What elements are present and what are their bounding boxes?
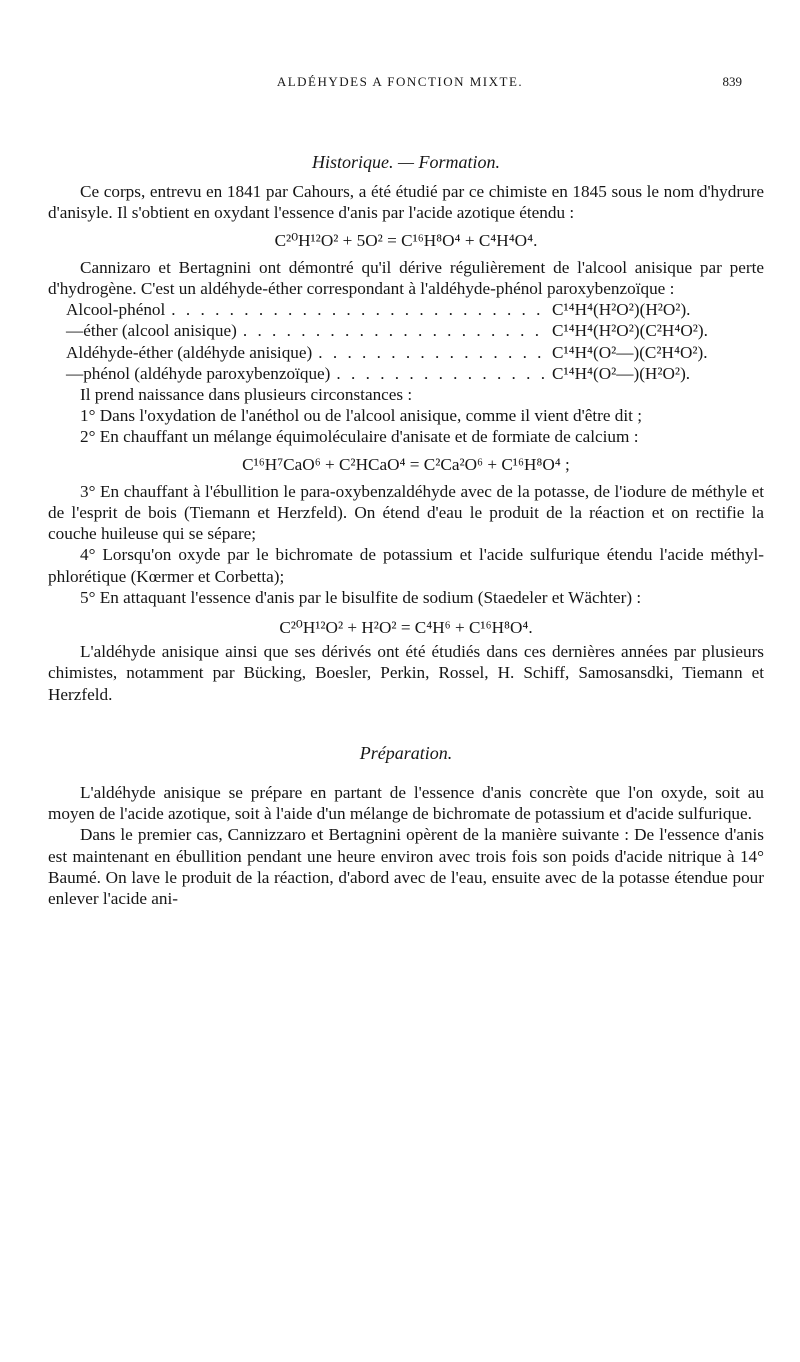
- formula-list-row: [66, 320, 764, 341]
- paragraph: L'aldéhyde anisique ainsi que ses dérivés ont été étudiés dans ces dernières années par plusieurs chimistes, notamment par Bücking, Boesler, Perkin, Rossel, H. Schiff, Samosansdki, Tiemann et Herzfeld.: [48, 642, 764, 704]
- equation: C¹⁶H⁷CaO⁶ + C²HCaO⁴ = C²Ca²O⁶ + C¹⁶H⁸O⁴ ;: [242, 454, 570, 474]
- equation: C²⁰H¹²O² + H²O² = C⁴H⁶ + C¹⁶H⁸O⁴.: [279, 618, 533, 638]
- paragraph: 4° Lorsqu'on oxyde par le bichromate de potassium et l'acide sulfurique étendu l'acide méthyl-phlorétique (Kœrmer et Corbetta);: [48, 545, 764, 586]
- paragraph: Dans le premier cas, Cannizzaro et Bertagnini opèrent de la manière suivante : De l'essence d'anis est maintenant en ébullition pendant une heure environ avec trois fois son poids d'acide nitrique à 14° Baumé. On lave le produit de la réaction, d'abord avec de l'eau, ensuite avec de la potasse étendue pour enlever l'acide ani-: [48, 825, 764, 909]
- formula-list-label: éther (alcool anisique): [83, 321, 237, 341]
- formula-list-row: [66, 342, 764, 363]
- formula-list-row: [66, 363, 764, 384]
- ditto-dash: —: [66, 321, 84, 341]
- paragraph: 2° En chauffant un mélange équimoléculaire d'anisate et de formiate de calcium :: [80, 427, 639, 447]
- formula-list-label: Aldéhyde-éther (aldéhyde anisique): [66, 342, 313, 362]
- paragraph: 3° En chauffant à l'ébullition le para-oxybenzaldéhyde avec de la potasse, de l'iodure de méthyle et de l'esprit de bois (Tiemann et Herzfeld). On étend d'eau le produit de la réaction et on rectifie la couche huileuse qui se sépare;: [48, 481, 764, 544]
- paragraph: Ce corps, entrevu en 1841 par Cahours, a été étudié par ce chimiste en 1845 sous le nom d'hydrure d'anisyle. Il s'obtient en oxydant l'essence d'anis par l'acide azotique étendu :: [48, 182, 764, 223]
- formula-list-formula: C¹⁴H⁴(H²O²)(H²O²).: [552, 300, 691, 320]
- leader-dots: [243, 320, 546, 341]
- paragraph: Il prend naissance dans plusieurs circonstances :: [80, 385, 413, 405]
- paragraph: Cannizaro et Bertagnini ont démontré qu'il dérive régulièrement de l'alcool anisique par perte d'hydrogène. C'est un aldéhyde-éther correspondant à l'aldéhyde-phénol paroxybenzoïque :: [48, 257, 764, 299]
- paragraph: 5° En attaquant l'essence d'anis par le bisulfite de sodium (Staedeler et Wächter) :: [80, 587, 642, 607]
- running-head: [40, 74, 760, 94]
- ditto-dash: —: [66, 363, 84, 383]
- paragraph: 1° Dans l'oxydation de l'anéthol ou de l'alcool anisique, comme il vient d'être dit ;: [80, 406, 642, 426]
- formula-list-formula: C¹⁴H⁴(O²—)(H²O²).: [552, 363, 691, 383]
- leader-dots: [318, 342, 546, 363]
- section-title-preparation: Préparation.: [359, 742, 453, 763]
- page-number: 839: [722, 74, 742, 89]
- section-gap: [48, 705, 764, 743]
- formula-list-label: Alcool-phénol: [66, 300, 166, 320]
- leader-dots: [171, 299, 546, 320]
- running-title: ALDÉHYDES A FONCTION MIXTE.: [276, 74, 524, 89]
- formula-list-formula: C¹⁴H⁴(H²O²)(C²H⁴O²).: [552, 321, 708, 341]
- page-body: [48, 152, 764, 909]
- formula-list-row: [66, 299, 764, 320]
- formula-list-formula: C¹⁴H⁴(O²—)(C²H⁴O²).: [552, 342, 708, 362]
- formula-list: [48, 299, 764, 384]
- paragraph: L'aldéhyde anisique se prépare en partant de l'essence d'anis concrète que l'on oxyde, soit au moyen de l'acide azotique, soit à l'aide d'un mélange de bichromate de potassium et d'acide sulfurique.: [48, 783, 764, 824]
- leader-dots: [336, 363, 546, 384]
- formula-list-label: phénol (aldéhyde paroxybenzoïque): [83, 363, 331, 383]
- equation: C²⁰H¹²O² + 5O² = C¹⁶H⁸O⁴ + C⁴H⁴O⁴.: [274, 230, 538, 250]
- section-title-historique: Historique. — Formation.: [311, 152, 500, 172]
